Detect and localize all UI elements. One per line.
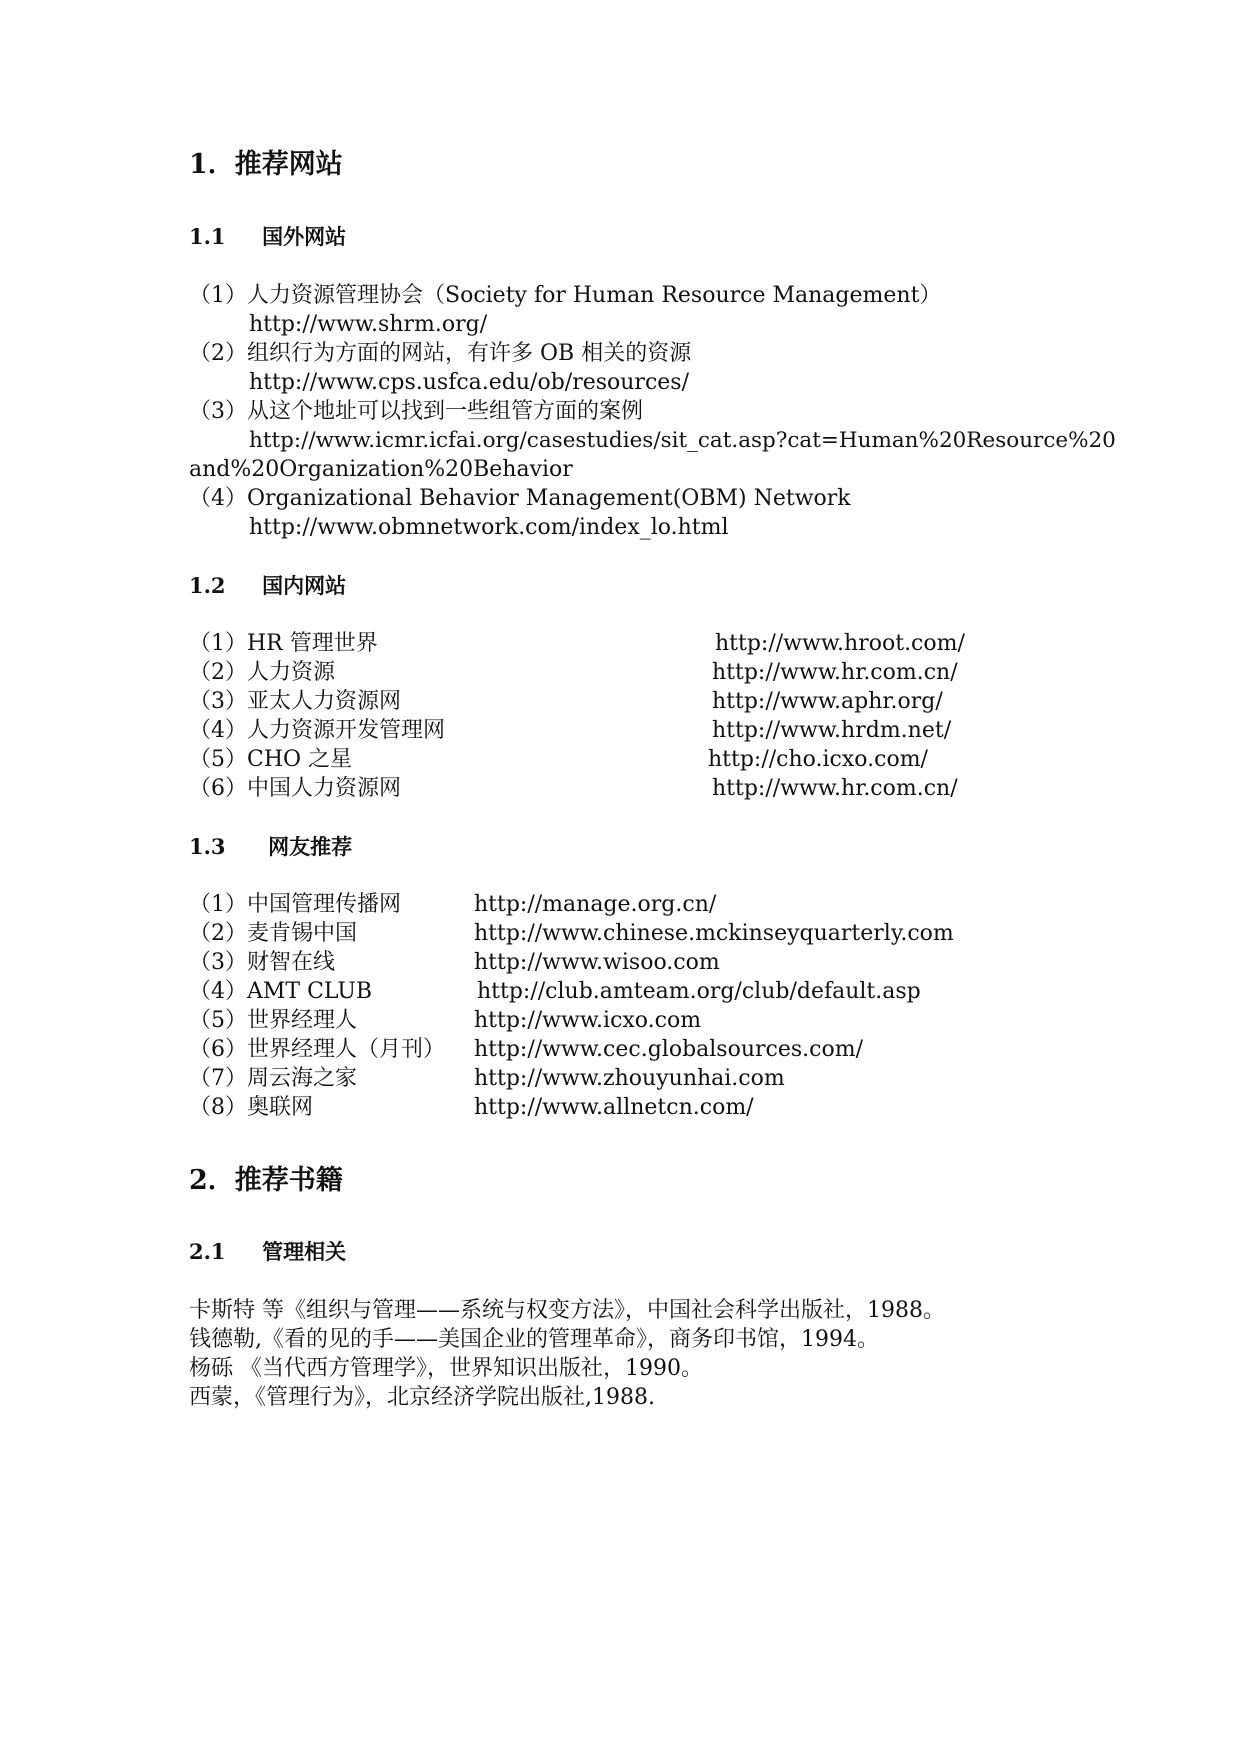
- domestic-site-label: （1）HR 管理世界: [189, 631, 378, 656]
- foreign-site-url[interactable]: http://www.icmr.icfai.org/casestudies/sit_cat.asp?cat=Human%20Resource%20: [249, 428, 1116, 453]
- subsection-number: 1.2: [189, 573, 226, 598]
- domestic-site-label: （3）亚太人力资源网: [189, 689, 401, 714]
- subsection-number: 1.3: [189, 834, 226, 859]
- recommended-site-url[interactable]: http://www.wisoo.com: [474, 950, 720, 975]
- domestic-site-url[interactable]: http://www.hroot.com/: [715, 631, 965, 656]
- recommended-site-label: （3）财智在线: [189, 950, 335, 975]
- domestic-site-url[interactable]: http://www.hrdm.net/: [712, 718, 952, 743]
- domestic-site-label: （2）人力资源: [189, 660, 335, 685]
- book-entry: 杨砾 《当代西方管理学》，世界知识出版社，1990。: [189, 1356, 703, 1381]
- foreign-site-label: （2）组织行为方面的网站，有许多 OB 相关的资源: [189, 341, 692, 366]
- foreign-site-label: （4）Organizational Behavior Management(OBM) Network: [189, 486, 851, 511]
- domestic-site-label: （5）CHO 之星: [189, 747, 353, 772]
- recommended-site-url[interactable]: http://manage.org.cn/: [474, 892, 717, 917]
- foreign-site-label: （3）从这个地址可以找到一些组管方面的案例: [189, 399, 643, 424]
- section-heading-1: 1．推荐网站: [189, 149, 343, 180]
- subsection-title: 管理相关: [262, 1239, 347, 1264]
- subsection-number: 1.1: [189, 224, 226, 249]
- recommended-site-label: （4）AMT CLUB: [189, 979, 373, 1004]
- recommended-site-url[interactable]: http://www.chinese.mckinseyquarterly.com: [474, 921, 954, 946]
- subsection-title: 网友推荐: [268, 834, 353, 859]
- foreign-site-url-continued[interactable]: and%20Organization%20Behavior: [189, 457, 573, 482]
- recommended-site-label: （5）世界经理人: [189, 1008, 357, 1033]
- subsection-number: 2.1: [189, 1239, 226, 1264]
- recommended-site-label: （2）麦肯锡中国: [189, 921, 357, 946]
- recommended-site-url[interactable]: http://club.amteam.org/club/default.asp: [477, 979, 921, 1004]
- foreign-site-url[interactable]: http://www.shrm.org/: [249, 312, 488, 337]
- book-entry: 西蒙，《管理行为》，北京经济学院出版社,1988.: [189, 1385, 655, 1410]
- recommended-site-label: （7）周云海之家: [189, 1066, 357, 1091]
- recommended-site-label: （6）世界经理人（月刊）: [189, 1037, 445, 1062]
- recommended-site-label: （8）奥联网: [189, 1095, 313, 1120]
- domestic-site-url[interactable]: http://www.hr.com.cn/: [712, 660, 958, 685]
- subsection-heading-1-1: [189, 223, 346, 251]
- domestic-site-url[interactable]: http://www.hr.com.cn/: [712, 776, 958, 801]
- domestic-site-url[interactable]: http://www.aphr.org/: [712, 689, 943, 714]
- foreign-site-url[interactable]: http://www.cps.usfca.edu/ob/resources/: [249, 370, 689, 395]
- foreign-site-label: （1）人力资源管理协会（Society for Human Resource Management）: [189, 283, 942, 308]
- subsection-title: 国外网站: [262, 224, 347, 249]
- subsection-heading-1-2: [189, 572, 346, 600]
- subsection-title: 国内网站: [262, 573, 347, 598]
- foreign-site-url[interactable]: http://www.obmnetwork.com/index_lo.html: [249, 515, 729, 540]
- recommended-site-url[interactable]: http://www.zhouyunhai.com: [474, 1066, 785, 1091]
- recommended-site-url[interactable]: http://www.cec.globalsources.com/: [474, 1037, 863, 1062]
- section-heading-2: 2．推荐书籍: [189, 1165, 343, 1196]
- domestic-site-url[interactable]: http://cho.icxo.com/: [708, 747, 928, 772]
- subsection-heading-1-3: [189, 833, 352, 861]
- domestic-site-label: （4）人力资源开发管理网: [189, 718, 445, 743]
- recommended-site-url[interactable]: http://www.icxo.com: [474, 1008, 702, 1033]
- recommended-site-url[interactable]: http://www.allnetcn.com/: [474, 1095, 754, 1120]
- subsection-heading-2-1: [189, 1238, 346, 1266]
- book-entry: 钱德勒,《看的见的手——美国企业的管理革命》，商务印书馆，1994。: [189, 1327, 879, 1352]
- book-entry: 卡斯特 等《组织与管理——系统与权变方法》，中国社会科学出版社，1988。: [189, 1298, 945, 1323]
- domestic-site-label: （6）中国人力资源网: [189, 776, 401, 801]
- recommended-site-label: （1）中国管理传播网: [189, 892, 401, 917]
